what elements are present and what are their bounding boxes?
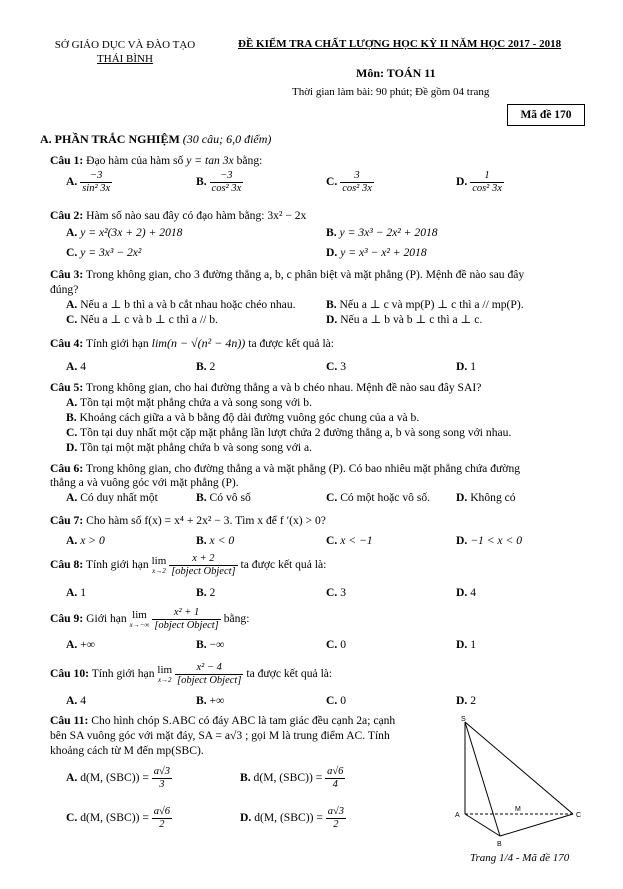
time-note: Thời gian làm bài: 90 phút; Đề gồm 04 trang [292,86,490,98]
question-text: Hàm số nào sau đây có đạo hàm bằng: 3x² − 2x [86,209,307,222]
option-key: B. [326,298,337,311]
q3-option-d[interactable] [326,313,482,327]
option-text: −∞ [209,638,225,651]
label-c: C [576,812,582,819]
question-text: Trong không gian, cho 3 đường thẳng a, b, c phân biệt và mặt phẳng (P). Mệnh đề nào sau đây [85,268,525,281]
distance-expression: d(M, (SBC)) = [254,811,323,825]
numerator: a√6 [153,806,171,817]
option-key: C. [326,586,338,599]
q6-option-b[interactable] [196,491,251,505]
q9-option-c[interactable] [326,638,346,652]
question-text: Cho hàm số f(x) = x⁴ + 2x² − 3. Tìm x để f ′(x) > 0? [86,514,326,527]
option-key: C. [66,313,78,326]
option-key: D. [456,694,468,707]
option-fraction [326,806,346,831]
q1-option-a[interactable] [66,170,112,195]
option-text: 2 [209,586,216,599]
option-text: 4 [470,586,476,599]
option-key: A. [66,396,78,409]
limit-operator [157,665,172,685]
q5-option-b[interactable] [66,411,419,425]
limit-subscript: x→−∞ [129,620,150,629]
question-6-stem-cont: thẳng a và vuông góc với mặt phẳng (P). [50,476,239,489]
option-text: −1 < x < 0 [470,534,522,547]
exam-code-box: Mã đề 170 [507,104,585,126]
numerator: a√6 [327,766,344,777]
q9-option-d[interactable] [456,638,476,652]
option-key: B. [196,534,207,547]
option-key: A. [66,360,78,373]
numerator: a√3 [327,806,345,817]
denominator: [object Object] [176,675,242,686]
q11-option-a[interactable] [66,766,172,791]
q3-option-b[interactable] [326,298,524,312]
label-s: S [461,716,466,723]
numerator: x + 2 [192,553,215,564]
option-key: D. [326,313,338,326]
q2-option-b[interactable] [326,226,438,240]
exam-title: ĐỀ KIỂM TRA CHẤT LƯỢNG HỌC KỲ II NĂM HỌC 2017 - 2018 [238,38,562,50]
question-11-line3: khoảng cách từ M đến mp(SBC). [50,744,204,757]
q5-option-a[interactable] [66,396,312,410]
option-key: B. [196,586,207,599]
option-fraction [210,170,244,195]
option-key: B. [196,491,207,504]
option-text: Khoảng cách giữa a và b bằng độ dài đường vuông góc chung của a và b. [79,411,420,424]
option-key: A. [66,298,78,311]
question-2-stem [50,209,306,223]
option-text: y = 3x³ − 2x² + 2018 [339,226,438,239]
option-text: Tồn tại duy nhất một cặp mặt phẳng lần lượt chứa 2 đường thẳng a, b và song song với nhau. [79,426,512,439]
option-key: D. [456,491,468,504]
q10-option-d[interactable] [456,694,476,708]
option-text: x < −1 [340,534,373,547]
option-key: B. [196,360,207,373]
option-key: D. [456,638,468,651]
denominator: 2 [152,818,172,831]
option-fraction [470,170,504,195]
option-key: D. [456,586,468,599]
denominator: cos² 3x [472,183,502,194]
option-text: 3 [340,586,346,599]
option-key: B. [196,694,207,707]
label-a: A [455,812,460,819]
option-text: 4 [80,360,86,373]
option-text: Nếu a ⊥ c và mp(P) ⊥ c thì a // mp(P). [339,298,524,311]
question-text: Tính giới hạn [91,667,155,681]
denominator: 4 [325,778,345,791]
q7-option-c[interactable] [326,534,373,548]
question-9-stem [50,607,249,632]
option-key: A. [66,771,78,785]
pyramid-figure [445,712,595,850]
option-key: A. [66,534,78,547]
option-key: B. [196,638,207,651]
q2-option-a[interactable] [66,226,182,240]
question-text: Tính giới hạn [85,337,149,350]
question-label: Câu 8: [50,558,84,572]
option-key: D. [456,360,468,373]
q4-option-b[interactable] [196,360,215,374]
question-text: Trong không gian, cho hai đường thẳng a và b chéo nhau. Mệnh đề nào sau đây SAI? [85,381,482,394]
question-3-stem-cont: đúng? [50,283,79,296]
option-text: Tồn tại một mặt phẳng chứa b và song song với a. [79,441,312,454]
question-label: Câu 11: [50,714,89,727]
option-text: Nếu a ⊥ b và b ⊥ c thì a ⊥ c. [340,313,483,326]
option-text: x < 0 [209,534,235,547]
numerator: x² + 1 [173,607,200,618]
q4-option-a[interactable] [66,360,86,374]
numerator: −3 [89,170,103,181]
q4-option-c[interactable] [326,360,346,374]
limit-operator [152,556,167,576]
question-text-tail: ta được kết quả là: [248,337,335,350]
question-text: Tính giới hạn [85,558,149,572]
q2-option-d[interactable] [326,246,427,260]
q5-option-c[interactable] [66,426,511,440]
question-label: Câu 10: [50,667,89,681]
option-key: C. [326,360,338,373]
option-text: +∞ [80,638,95,651]
option-text: 3 [340,360,346,373]
denominator: cos² 3x [342,183,372,194]
question-text-tail: ta được kết quả là: [240,558,327,572]
option-text: x > 0 [80,534,105,547]
q1-option-b[interactable] [196,170,243,195]
denominator: sin² 3x [82,183,111,194]
question-text-tail: bằng: [236,154,263,167]
question-7-stem [50,514,326,528]
option-fraction [152,766,172,791]
q6-option-d[interactable] [456,491,516,505]
province-name: THÁI BÌNH [97,53,153,65]
option-key: A. [66,491,78,504]
q11-option-d[interactable] [240,806,346,831]
option-key: A. [66,638,78,651]
q1-option-c[interactable] [326,170,374,195]
limit-expression: lim(n − √(n² − 4n)) [151,336,246,350]
numerator: a√3 [153,766,171,777]
question-4-stem [50,336,334,351]
q7-option-a[interactable] [66,534,105,548]
q8-option-a[interactable] [66,586,86,600]
question-label: Câu 7: [50,514,84,527]
denominator: 3 [152,778,172,791]
limit-word: lim [157,663,173,676]
limit-operator [130,610,150,630]
option-key: C. [326,638,338,651]
edge-sc [465,722,573,814]
option-text: 1 [80,586,86,599]
denominator: 2 [326,818,346,831]
denominator: cos² 3x [211,183,242,194]
section-heading [40,132,271,146]
option-text: 2 [470,694,476,707]
option-key: C. [326,694,338,707]
question-text: Đạo hàm của hàm số [86,154,184,167]
question-function: y = tan 3x [186,154,234,167]
option-text: Tồn tại một mặt phẳng chứa a và song song với b. [79,396,312,409]
q11-option-b[interactable] [240,766,345,791]
q8-option-b[interactable] [196,586,215,600]
label-m: M [515,806,521,813]
option-key: C. [326,175,338,189]
department-block [40,38,210,66]
denominator: [object Object] [154,620,219,631]
question-8-stem [50,553,326,578]
option-text: 2 [209,360,216,373]
question-label: Câu 2: [50,209,84,222]
limit-fraction [175,662,243,687]
department-name: SỞ GIÁO DỤC VÀ ĐÀO TẠO [54,39,196,51]
q10-option-a[interactable] [66,694,86,708]
question-text: Cho hình chóp S.ABC có đáy ABC là tam giác đều cạnh 2a; cạnh [91,714,396,727]
q7-option-b[interactable] [196,534,234,548]
question-label: Câu 9: [50,612,84,626]
limit-fraction [152,607,220,632]
subject-title: Môn: TOÁN 11 [356,66,436,80]
distance-expression: d(M, (SBC)) = [80,771,149,785]
q2-option-c[interactable] [66,246,141,260]
limit-word: lim [151,554,167,567]
option-text: 4 [80,694,86,707]
option-text: Nếu a ⊥ b thì a và b cắt nhau hoặc chéo nhau. [80,298,296,311]
option-text: 0 [340,694,346,707]
q9-option-b[interactable] [196,638,224,652]
numerator: 3 [354,170,360,181]
option-key: D. [240,811,252,825]
distance-expression: d(M, (SBC)) = [253,771,323,785]
numerator: 1 [484,170,490,181]
option-key: B. [196,175,207,189]
option-key: D. [456,534,468,547]
question-6-stem [50,462,520,476]
question-1-stem [50,154,262,168]
option-text: y = x²(3x + 2) + 2018 [80,226,183,239]
option-key: D. [326,246,338,259]
q6-option-c[interactable] [326,491,430,505]
option-key: B. [66,411,77,424]
option-fraction [340,170,374,195]
numerator: −3 [220,170,233,181]
distance-expression: d(M, (SBC)) = [80,811,149,825]
section-title: A. PHẦN TRẮC NGHIỆM [40,132,180,146]
q7-option-d[interactable] [456,534,522,548]
option-text: 1 [470,638,476,651]
option-text: 1 [470,360,476,373]
question-5-stem [50,381,481,395]
option-key: D. [66,441,78,454]
limit-word: lim [132,608,147,621]
page-footer: Trang 1/4 - Mã đề 170 [470,852,570,864]
q10-option-c[interactable] [326,694,346,708]
option-key: C. [66,246,78,259]
q8-option-c[interactable] [326,586,346,600]
option-fraction [80,170,112,195]
option-text: Có vô số [209,491,251,504]
question-11-line2: bên SA vuông góc với mặt đáy, SA = a√3 ; gọi M là trung điểm AC. Tính [50,729,390,742]
option-fraction [152,806,172,831]
numerator: x² − 4 [196,662,222,673]
option-key: A. [66,586,78,599]
q6-option-a[interactable] [66,491,158,505]
question-10-stem [50,662,332,687]
option-key: A. [66,175,78,189]
question-label: Câu 5: [50,381,84,394]
limit-fraction [169,553,237,578]
q5-option-d[interactable] [66,441,312,455]
option-text: Không có [470,491,516,504]
option-key: B. [326,226,337,239]
q3-option-a[interactable] [66,298,296,312]
question-label: Câu 1: [50,154,84,167]
section-note: (30 câu; 6,0 điểm) [182,132,272,146]
edge-bc [500,814,573,836]
option-key: A. [66,694,78,707]
option-text: Có một hoặc vô số. [340,491,431,504]
option-text: y = 3x³ − 2x² [80,246,142,259]
q9-option-a[interactable] [66,638,95,652]
option-key: D. [456,175,468,189]
q4-option-d[interactable] [456,360,476,374]
option-key: C. [326,491,338,504]
denominator: [object Object] [171,566,236,577]
question-label: Câu 6: [50,462,84,475]
option-text: y = x³ − x² + 2018 [340,246,427,259]
option-text: 0 [340,638,346,651]
question-11-stem [50,714,395,728]
limit-subscript: x→2 [157,675,172,684]
option-key: C. [66,426,78,439]
question-label: Câu 3: [50,268,84,281]
edge-sb [465,722,500,836]
option-fraction [325,766,345,791]
question-text-tail: ta được kết quả là: [246,667,333,681]
q1-option-d[interactable] [456,170,504,195]
option-text: +∞ [209,694,225,707]
label-b: B [497,841,502,848]
q3-option-c[interactable] [66,313,218,327]
question-text-tail: bằng: [223,612,250,626]
q8-option-d[interactable] [456,586,476,600]
limit-subscript: x→2 [152,566,166,575]
question-text: Trong không gian, cho đường thẳng a và mặt phẳng (P). Có bao nhiêu mặt phẳng chứa đường [85,462,521,475]
option-key: A. [66,226,78,239]
question-3-stem [50,268,524,282]
option-key: B. [240,771,251,785]
question-label: Câu 4: [50,337,84,350]
q11-option-c[interactable] [66,806,172,831]
option-key: C. [66,811,78,825]
question-text: Giới hạn [86,612,127,626]
option-key: C. [326,534,338,547]
option-text: Có duy nhất một [80,491,158,504]
option-text: Nếu a ⊥ c và b ⊥ c thì a // b. [80,313,218,326]
q10-option-b[interactable] [196,694,224,708]
